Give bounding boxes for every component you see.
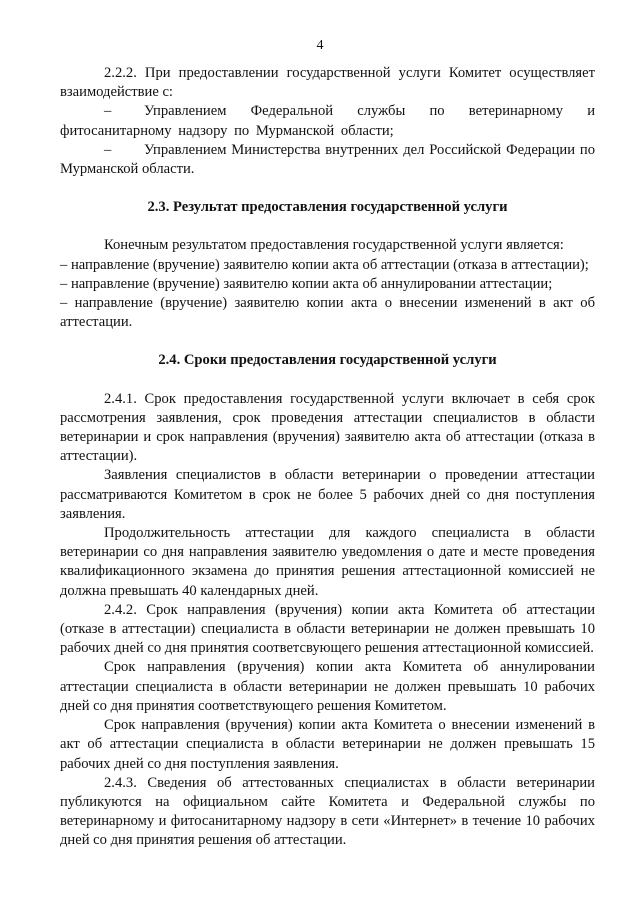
spacer: [60, 179, 595, 198]
interaction-item-text: Управлением Министерства внутренних дел Российской Федерации по Мурманской области.: [60, 141, 595, 178]
result-item: – направление (вручение) заявителю копии акта об аттестации (отказа в аттестации);: [60, 256, 589, 273]
paragraph-attestation-duration: Продолжительность аттестации для каждого специалиста в области ветеринарии со дня направления заявителю уведомления о дате и месте проведения квалификационного экзамена до принятия решения аттестационной комиссией не должна превышать 40 календарных дней.: [60, 525, 595, 599]
paragraph-2-2-2: 2.2.2. При предоставлении государственной услуги Комитет осуществляет взаимодействие с:: [60, 65, 595, 101]
result-item: – направление (вручение) заявителю копии акта об аннулировании аттестации;: [60, 275, 553, 292]
section-heading-2-3: 2.3. Результат предоставления государственной услуги: [147, 199, 508, 216]
interaction-item-rosselkhoznadzor: [60, 102, 595, 140]
paragraph-2-4-1: 2.4.1. Срок предоставления государственной услуги включает в себя срок рассмотрения заявления, срок проведения аттестации специалистов в области ветеринарии и срок направления (вручения) заявителю акта об аттестации (отказа в аттестации).: [60, 390, 595, 465]
result-intro: Конечным результатом предоставления государственной услуги является:: [104, 237, 564, 254]
paragraph-2-4-2: 2.4.2. Срок направления (вручения) копии акта Комитета об аттестации (отказе в аттестации) специалиста в области ветеринарии не должен превышать 10 рабочих дней со дня принятия соответсвующего решения аттестационной комиссией.: [60, 601, 595, 657]
interaction-item-mvd: [60, 141, 595, 179]
spacer: [60, 332, 595, 351]
paragraph-application-review: Заявления специалистов в области ветеринарии о проведении аттестации рассматриваются Комитетом в срок не более 5 рабочих дней со дня поступления заявления.: [60, 467, 595, 522]
result-item: – направление (вручение) заявителю копии акта о внесении изменений в акт об аттестации.: [60, 295, 595, 331]
paragraph-annulment-term: Срок направления (вручения) копии акта Комитета об аннулировании аттестации специалиста в области ветеринарии не должен превышать 10 рабочих дней со дня принятия соответствующего решения Комитетом.: [60, 659, 595, 714]
interaction-item-text: Управлением Федеральной службы по ветеринарному и фитосанитарному надзору по Мурманской области;: [60, 103, 595, 139]
paragraph-2-4-3: 2.4.3. Сведения об аттестованных специалистах в области ветеринарии публикуются на официальном сайте Комитета и Федеральной службы по ветеринарному и фитосанитарному надзору в сети «Интернет» в течение 10 рабочих дней со дня принятия решения об аттестации.: [60, 774, 595, 849]
paragraph-amendment-term: Срок направления (вручения) копии акта Комитета о внесении изменений в акт об аттестации специалиста в области ветеринарии не должен превышать 15 рабочих дней со дня поступления заявления.: [60, 717, 595, 772]
page-number: 4: [316, 38, 324, 53]
spacer: [60, 217, 595, 236]
list-dash: –: [104, 103, 112, 120]
spacer: [60, 371, 595, 390]
section-heading-2-4: 2.4. Сроки предоставления государственной услуги: [158, 352, 497, 369]
document-body: [60, 64, 595, 851]
list-dash: –: [104, 141, 112, 158]
